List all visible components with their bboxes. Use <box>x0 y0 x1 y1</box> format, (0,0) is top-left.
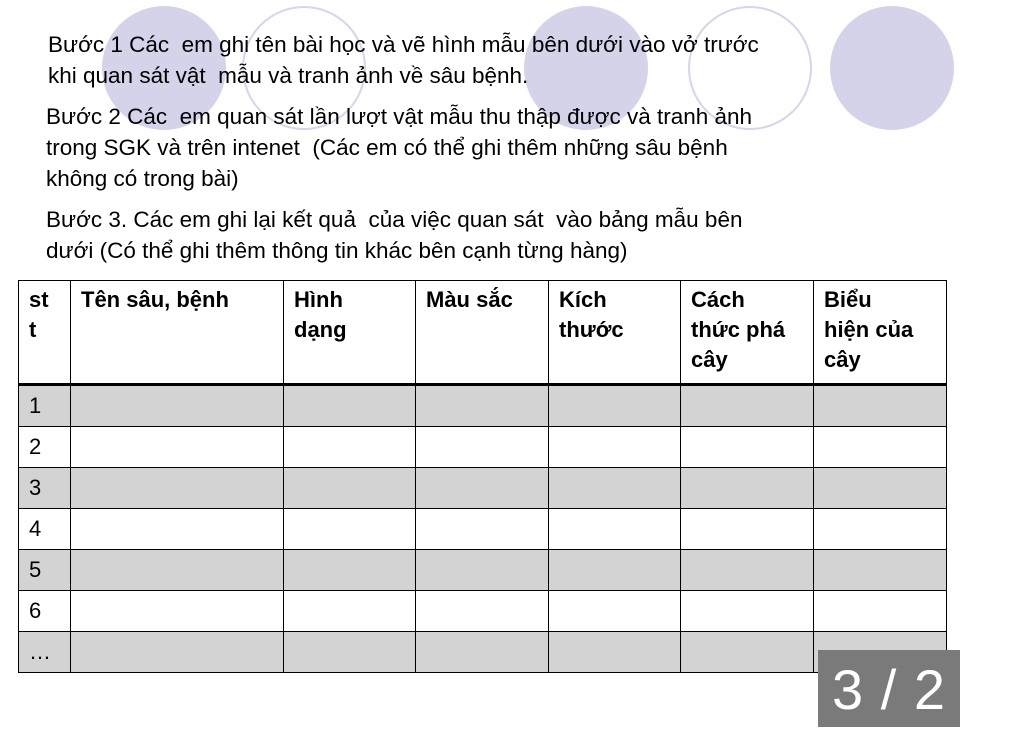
table-cell <box>681 385 814 427</box>
table-cell <box>681 550 814 591</box>
table-cell <box>549 468 681 509</box>
table-header-row <box>19 281 947 385</box>
step-3-text: Bước 3. Các em ghi lại kết quả của việc quan sát vào bảng mẫu bên dưới (Có thể ghi thêm thông tin khác bên cạnh từng hàng) <box>46 207 743 263</box>
row-number: 2 <box>19 427 71 468</box>
table-cell <box>71 427 284 468</box>
table-cell <box>681 632 814 673</box>
table-cell <box>284 550 416 591</box>
row-number: 6 <box>19 591 71 632</box>
table-cell <box>416 427 549 468</box>
table-cell <box>549 509 681 550</box>
row-number: … <box>19 632 71 673</box>
table-cell <box>416 550 549 591</box>
table-cell <box>284 427 416 468</box>
row-number: 5 <box>19 550 71 591</box>
table-row <box>19 427 947 468</box>
table-cell <box>416 468 549 509</box>
table-cell <box>549 591 681 632</box>
table-cell <box>549 550 681 591</box>
table-cell <box>71 385 284 427</box>
table-cell <box>814 591 947 632</box>
table-cell <box>814 550 947 591</box>
table-cell <box>814 468 947 509</box>
table-cell <box>549 427 681 468</box>
header-cach-thuc-pha-cay: Cách thức phá cây <box>681 281 814 385</box>
header-mau-sac: Màu sắc <box>416 281 549 385</box>
table-cell <box>814 509 947 550</box>
table-cell <box>681 509 814 550</box>
table-cell <box>71 632 284 673</box>
table-row <box>19 550 947 591</box>
table-cell <box>814 427 947 468</box>
row-number: 1 <box>19 385 71 427</box>
table-row <box>19 468 947 509</box>
table-row <box>19 385 947 427</box>
table-cell <box>814 385 947 427</box>
table-cell <box>549 632 681 673</box>
table-cell <box>416 385 549 427</box>
header-stt: st t <box>19 281 71 385</box>
table-cell <box>71 468 284 509</box>
table-cell <box>284 591 416 632</box>
table-cell <box>284 385 416 427</box>
decor-circle-5 <box>830 6 954 130</box>
row-number: 4 <box>19 509 71 550</box>
table-cell <box>416 591 549 632</box>
table-cell <box>284 509 416 550</box>
table-cell <box>284 468 416 509</box>
table-cell <box>71 591 284 632</box>
table-cell <box>416 509 549 550</box>
header-ten-sau-benh: Tên sâu, bệnh <box>71 281 284 385</box>
table-row <box>19 632 947 673</box>
table-cell <box>416 632 549 673</box>
table-cell <box>284 632 416 673</box>
table-cell <box>681 591 814 632</box>
header-hinh-dang: Hình dạng <box>284 281 416 385</box>
table-cell <box>71 509 284 550</box>
table-cell <box>549 385 681 427</box>
table-row <box>19 591 947 632</box>
table-cell <box>681 427 814 468</box>
header-bieu-hien-cua-cay: Biểu hiện của cây <box>814 281 947 385</box>
header-kich-thuoc: Kích thước <box>549 281 681 385</box>
table-cell <box>681 468 814 509</box>
table-cell <box>71 550 284 591</box>
page-counter: 3 / 2 <box>818 650 960 727</box>
table-row <box>19 509 947 550</box>
step-2-text: Bước 2 Các em quan sát lần lượt vật mẫu thu thập được và tranh ảnh trong SGK và trên intenet (Các em có thể ghi thêm những sâu bệnh không có trong bài) <box>46 104 753 191</box>
observation-table <box>18 280 947 673</box>
step-1-text: Bước 1 Các em ghi tên bài học và vẽ hình mẫu bên dưới vào vở trước khi quan sát vật mẫu và tranh ảnh về sâu bệnh. <box>48 32 759 88</box>
row-number: 3 <box>19 468 71 509</box>
